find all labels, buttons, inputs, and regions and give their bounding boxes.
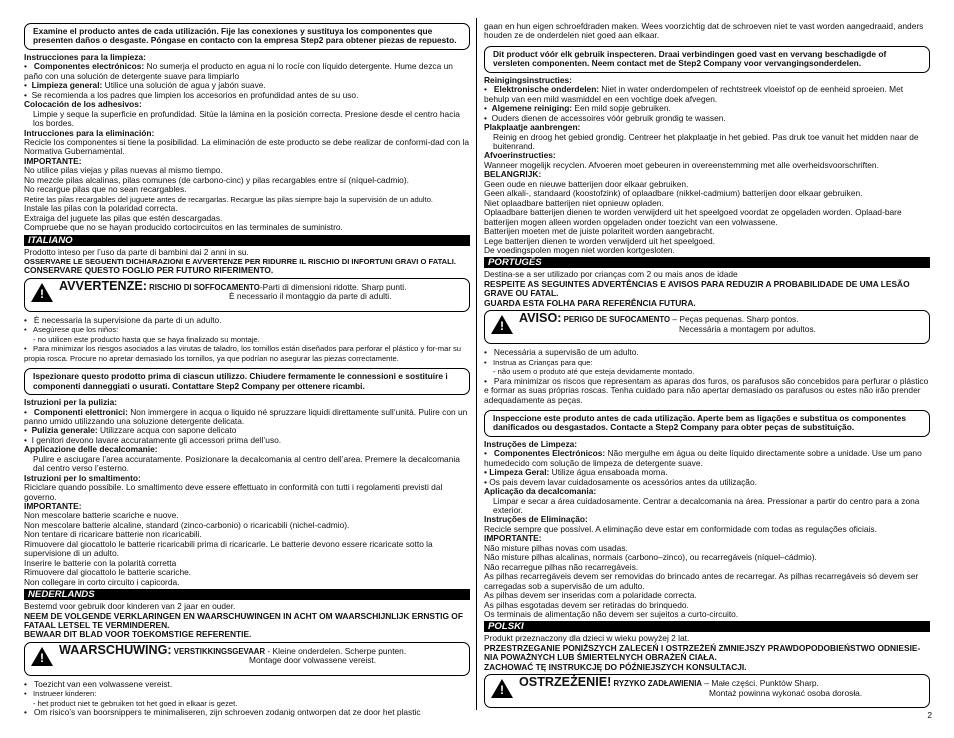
nl-notice-1: NEEM DE VOLGENDE VERKLARINGEN EN WAARSCHUWINGEN IN ACHT OM WAARSCHIJNLIJK ERNSTIG OF FATAAL LETSEL TE VERMINDEREN. xyxy=(24,610,463,631)
it-imp-title: IMPORTANTE: xyxy=(24,501,82,512)
it-decal-title: Applicazione delle decalcomanie: xyxy=(24,444,158,455)
nl-imp-5: Batterijen moeten met de juiste polariteit worden aangebracht. xyxy=(484,226,715,237)
nl-imp-1: Geen oude en nieuwe batterijen door elkaar gebruiken. xyxy=(484,178,689,189)
nl-warning-risk: VERSTIKKINGSGEVAAR xyxy=(171,646,266,656)
pt-bullet-3: • Para minimizar os riscos que representam as aparas dos furos, os parafusos são concebidos para perfurar o plástico e formar as suas próprias roscas. Tenha cuidado para não apertar demasiado os parafusos ou estes não irão prender adequadamente as peças. xyxy=(484,375,929,405)
warning-triangle-icon xyxy=(31,647,53,666)
nl-imp-7: De voedingspolen mogen niet worden kortgesloten. xyxy=(484,244,675,255)
es-decal-text: Limpie y seque la superficie en profundidad. Sitúe la lámina en la posición correcta. Presione desde el centro hacia los bordes. xyxy=(33,108,460,129)
nl-imp-2: Geen alkali-, standaard (koostofzink) of oplaadbare (nikkel-cadmium) batterijen door elkaar gebruiken. xyxy=(484,188,863,199)
pt-elim-title: Instruções de Eliminação: xyxy=(484,514,588,525)
nl-imp-3: Niet oplaadbare batterijen niet opnieuw opladen. xyxy=(484,197,664,208)
nl-notice-2: BEWAAR DIT BLAD VOOR TOEKOMSTIGE REFERENTIE. xyxy=(24,629,252,640)
pt-clean-1: • Componentes Electrónicos: Não mergulhe em água ou deite líquido directamente sobre a unidade. Use um pano humedecido com solução de limpeza de detergente suave. xyxy=(484,448,922,468)
page-number: 2 xyxy=(927,710,932,720)
pt-imp-2: Não misture pilhas alcalinas, normais (carbono–zinco), ou recarregáveis (níquel–cádmio). xyxy=(484,552,817,563)
nl-clean-2: • Algemene reiniging: Een mild sopje gebruiken. xyxy=(484,103,671,114)
it-intro: Prodotto inteso per l’uso da parte di bambini dai 2 anni in su. xyxy=(24,246,249,257)
pt-inspection-text: Inspeccione este produto antes de cada utilização. Aperte bem as ligações e substitua os componentes danificados ou desgastados. Contacte a Step2 Company para obter peças de substituição. xyxy=(493,412,906,433)
es-imp-4: Retire las pilas recargables del juguete antes de recargarlas. Recargue las pilas siempre bajo la supervisión de un adulto. xyxy=(24,194,434,204)
es-inspection-box xyxy=(24,23,470,50)
pt-warning-risk: PERIGO DE SUFOCAMENTO xyxy=(561,315,671,325)
warning-triangle-icon xyxy=(31,283,53,302)
pt-decal-title: Aplicação da decalcomania: xyxy=(484,486,597,497)
it-warning-text-1: -Parti di dimensioni ridotte. Sharp punti. xyxy=(259,281,407,292)
it-bullet-1: • È necessaria la supervisione da parte di un adulto. xyxy=(24,314,222,325)
pt-clean-2: • Limpeza Geral: Utilize água ensaboada morna. xyxy=(484,467,668,478)
warning-triangle-icon xyxy=(491,679,513,698)
pl-notice-2: ZACHOWAĆ TĘ INSTRUKCJĘ DO PÓŹNIEJSZYCH KONSULTACJI. xyxy=(484,661,747,672)
it-imp-4: Rimuovere dal giocattolo le batterie ricaricabili prima di ricaricarle. Le batterie devono essere ricaricate sotto la supervisione di un adulto. xyxy=(24,538,433,559)
pt-decal-text: Limpar e secar a área cuidadosamente. Centrar a decalcomania na área. Pressionar a partir do centro para a zona exterior. xyxy=(493,495,920,516)
pt-notice-1: RESPEITE AS SEGUINTES ADVERTÊNCIAS E AVISOS PARA REDUZIR A PROBABILIDADE DE UMA LESÃO GRAVE OU FATAL. xyxy=(484,278,910,299)
pt-language-heading: PORTUGÊS xyxy=(484,257,930,268)
nl-decal-title: Plakplaatje aanbrengen: xyxy=(484,122,581,133)
pt-intro: Destina-se a ser utilizado por crianças com 2 ou mais anos de idade xyxy=(484,269,738,280)
it-notice-1: OSSERVARE LE SEGUENTI DICHIARAZIONI E AVVERTENZE PER RIDURRE IL RISCHIO DI INFORTUNI GRAVI O FATALI. xyxy=(24,256,457,266)
es-imp-3: No recargue pilas que no sean recargables. xyxy=(24,184,187,195)
it-notice-2: CONSERVARE QUESTO FOGLIO PER FUTURO RIFERIMENTO. xyxy=(24,265,274,276)
it-imp-2: Non mescolare batterie alcaline, standard (zinco-carbonio) o ricaricabili (nichel-cadmio). xyxy=(24,519,350,530)
nl-bullet-3a: • Om risico’s van boorsnippers te minimaliseren, zijn schroeven zodanig ontworpen dat ze door het plastic xyxy=(24,707,421,718)
pl-intro: Produkt przeznaczony dla dzieci w wieku powyżej 2 lat. xyxy=(484,633,690,644)
it-bullet-2: • Asegúrese que los niños: xyxy=(24,325,119,335)
it-elim-text: Riciclare quando possibile. Lo smaltimento deve essere effettuato in conformità con tutti i regolamenti previsti dal governo. xyxy=(24,482,443,502)
pt-warning-box xyxy=(484,310,930,344)
es-clean-1: • Componentes electrónicos: No sumerja el producto en agua ni lo rocíe con líquido detergente. Hume dezca un paño con una solución de detergente suave para limpiarlo xyxy=(24,61,453,81)
nl-elim-text: Wanneer mogelijk recyclen. Afvoeren moet gebeuren in overeenstemming met alle overheidsvoorschriften. xyxy=(484,159,879,170)
nl-elim-title: Afvoerinstructies: xyxy=(484,150,556,161)
pt-bullet-2: • Instrua as Crianças para que: xyxy=(484,357,593,367)
left-column xyxy=(24,22,470,718)
es-imp-1: No utilice pilas viejas y pilas nuevas al mismo tiempo. xyxy=(24,165,223,176)
it-elim-title: Istruzioni per lo smaltimento: xyxy=(24,472,141,483)
pt-imp-1: Não misture pilhas novas com usadas. xyxy=(484,542,628,553)
nl-warning-text-2: Montage door volwassene vereist. xyxy=(249,655,377,666)
it-imp-3: Non tentare di ricaricare batterie non ricaricabili. xyxy=(24,529,202,540)
pt-bullet-1: • Necessária a supervisão de um adulto. xyxy=(484,347,639,358)
es-decal-title: Colocación de los adhesivos: xyxy=(24,99,142,110)
pt-clean-title: Instruções de Limpeza: xyxy=(484,438,578,449)
nl-bullet-3b: gaan en hun eigen schroefdraden maken. Wees voorzichtig dat de schroeven niet te vast worden aangedraaid, anders houden ze de onderdelen niet goed aan elkaar. xyxy=(484,21,924,41)
nl-decal-text: Reinig en droog het gebied grondig. Centreer het plakplaatje in het gebied. Pas druk toe vanuit het midden naar de buitenrand. xyxy=(493,131,919,151)
nl-imp-6: Lege batterijen dienen te worden verwijderd uit het speelgoed. xyxy=(484,235,715,246)
nl-language-heading: NEDERLANDS xyxy=(24,589,470,600)
pt-imp-title: IMPORTANTE: xyxy=(484,533,542,544)
it-warning-risk: RISCHIO DI SOFFOCAMENTO xyxy=(146,282,260,292)
pt-warning-word: AVISO: xyxy=(519,311,562,326)
pl-warning-text-1: – Małe części. Punktów Sharp. xyxy=(702,678,819,689)
nl-bullet-1: • Toezicht van een volwassene vereist. xyxy=(24,678,173,689)
nl-bullet-2: • Instrueer kinderen: xyxy=(24,689,97,699)
it-warning-text-2: È necessario il montaggio da parte di adulti. xyxy=(229,291,392,302)
nl-inspection-box xyxy=(484,46,930,73)
es-clean-2: • Limpieza general: Utilice una solución de agua y jabón suave. xyxy=(24,80,266,91)
es-elim-text: Recicle los componentes si tiene la posibilidad. La eliminación de este producto se debe realizar de conformi-dad con la Normativa Gubernamental. xyxy=(24,136,470,157)
pt-imp-6: As pilhas esgotadas devem ser retiradas do brinquedo. xyxy=(484,599,689,610)
es-imp-7: Compruebe que no se hayan producido cortocircuitos en las terminales de suministro. xyxy=(24,222,343,233)
nl-imp-4: Oplaadbare batterijen dienen te worden verwijderd uit het speelgoed voordat ze opgeladen worden. Oplaad-bare batterijen mogen alleen worden opgeladen onder toezicht van een volwassene. xyxy=(484,207,902,227)
it-imp-1: Non mescolare batterie scariche e nuove. xyxy=(24,510,179,521)
nl-warning-word: WAARSCHUWING: xyxy=(59,642,172,657)
es-imp-2: No mezcle pilas alcalinas, pilas comunes (de carbono-cinc) y pilas recargables entre sí (níquel-cadmio). xyxy=(24,174,409,185)
es-clean-3: • Se recomienda a los padres que limpien los accesorios en profundidad antes de su uso. xyxy=(24,89,359,100)
it-clean-2: • Pulizia generale: Utilizzare acqua con sapone delicato xyxy=(24,425,237,436)
pt-bullet-2-sub: - não usem o produto até que esteja devidamente montado. xyxy=(493,367,695,377)
column-divider xyxy=(476,18,477,710)
nl-clean-1: • Elektronische onderdelen: Niet in water onderdompelen of rechtstreek vloeistof op de eenheid sproeien. Met behulp van een mild wasmiddel en een vochtige doek afvegen. xyxy=(484,84,904,104)
pt-clean-3: • Os pais devem lavar cuidadosamente os acessórios antes da utilização. xyxy=(484,476,757,487)
es-inspection-text: Examine el producto antes de cada utilización. Fije las conexiones y sustituya los componentes que presenten daños o desgaste. Póngase en contacto con la empresa Step2 para obtener piezas de repuesto. xyxy=(33,26,457,46)
it-bullet-3: • Para minimizar los riesgos asociados a las virutas de taladro, los tornillos están diseñados para perforar el plástico y for-mar su propia rosca. Procure no apretar demasiado los tornillos, ya que podrían no asegurar las piezas correctamente. xyxy=(24,344,461,363)
it-decal-text: Pulire e asciugare l’area accuratamente. Posizionare la decalcomania al centro dell’area. Premere la decalcomania dal centro verso l’esterno. xyxy=(33,453,460,474)
nl-warning-text-1: - Kleine onderdelen. Scherpe punten. xyxy=(265,645,407,656)
pt-imp-4: As pilhas recarregáveis devem ser removidas do brincado antes de recarregar. As pilhas recarregáveis só devem ser carregadas sob a supervisão de um adulto. xyxy=(484,571,919,591)
it-warning-word: AVVERTENZE: xyxy=(59,278,147,293)
it-inspection-box xyxy=(24,368,470,395)
es-elim-title: Intrucciones para la eliminación: xyxy=(24,127,155,138)
pt-imp-7: Os terminais de alimentação não devem ser sujeitos a curto-circuito. xyxy=(484,609,739,620)
it-imp-6: Rimuovere dal giocattolo le batterie scariche. xyxy=(24,567,192,578)
pt-notice-2: GUARDA ESTA FOLHA PARA REFERÊNCIA FUTURA. xyxy=(484,297,696,308)
pt-imp-5: As pilhas devem ser inseridas com a polaridade correcta. xyxy=(484,590,697,601)
nl-imp-title: BELANGRIJK: xyxy=(484,169,542,180)
it-clean-3: • I genitori devono lavare accuratamente gli accessori prima dell’uso. xyxy=(24,434,282,445)
pl-warning-box xyxy=(484,674,930,708)
pl-warning-risk: RYZYKO ZADŁAWIENIA xyxy=(611,679,703,689)
it-imp-5: Inserire le batterie con la polarità corretta xyxy=(24,557,177,568)
pt-imp-3: Não recarregue pilhas não recarregáveis. xyxy=(484,561,639,572)
it-clean-title: Istruzioni per la pulizia: xyxy=(24,397,118,408)
pt-elim-text: Recicle sempre que possível. A eliminação deve estar em conformidade com todas as regulações oficiais. xyxy=(484,523,877,534)
pl-language-heading: POLSKI xyxy=(484,621,930,632)
nl-bullet-2-sub: - het product niet te gebruiken tot het goed in elkaar is gezet. xyxy=(33,698,238,708)
it-bullet-2-sub: - no utilicen este producto hasta que se haya finalizado su montaje. xyxy=(33,334,260,344)
pl-warning-word: OSTRZEŻENIE! xyxy=(519,675,612,690)
nl-inspection-text: Dit product vóór elk gebruik inspecteren. Draai verbindingen goed vast en vervang beschadigde of versleten componenten. Neem contact met de Step2 Company voor vervangingsonderdelen. xyxy=(493,48,887,69)
pt-warning-text-2: Necessária a montagem por adultos. xyxy=(679,323,816,334)
nl-clean-3: • Ouders dienen de accessoires vóór gebruik grondig te wassen. xyxy=(484,112,726,123)
pt-warning-text-1: – Peças pequenas. Sharp pontos. xyxy=(670,314,799,325)
it-warning-box xyxy=(24,278,470,312)
pl-warning-text-2: Montaż powinna wykonać osoba dorosła. xyxy=(709,687,863,698)
it-language-heading: ITALIANO xyxy=(24,235,470,246)
pt-inspection-box xyxy=(484,410,930,437)
es-imp-6: Extraiga del juguete las pilas que estén descargadas. xyxy=(24,212,223,223)
warning-triangle-icon xyxy=(491,315,513,334)
nl-clean-title: Reinigingsinstructies: xyxy=(484,74,572,85)
nl-warning-box xyxy=(24,642,470,676)
pl-notice-1: PRZESTRZEGANIE PONIŻSZYCH ZALECEŃ I OSTRZEŻEŃ ZMNIEJSZY PRAWDOPODOBIEŃSTWO ODNIESIE-NIA POWAŻNYCH LUB ŚMIERTELNYCH OBRAŻEŃ CIAŁA. xyxy=(484,642,921,663)
it-inspection-text: Ispezionare questo prodotto prima di ciascun utilizzo. Chiudere fermamente le connessioni e sostituire i componenti danneggiati o usurati. Contattare Step2 Company per ottenere ricambi. xyxy=(33,371,448,391)
right-column xyxy=(484,22,930,712)
es-clean-title: Instrucciones para la limpieza: xyxy=(24,51,146,62)
nl-intro: Bestemd voor gebruik door kinderen van 2 jaar en ouder. xyxy=(24,601,236,612)
it-imp-7: Non collegare in corto circuito i capicorda. xyxy=(24,576,180,587)
es-imp-title: IMPORTANTE: xyxy=(24,155,82,166)
es-imp-5: Instale las pilas con la polaridad correcta. xyxy=(24,203,178,214)
it-clean-1: • Componenti elettronici: Non immergere in acqua o liquido né spruzzare liquidi direttamente sull’unità. Pulire con un panno umido utilizzando una soluzione detergente delicata. xyxy=(24,406,468,426)
